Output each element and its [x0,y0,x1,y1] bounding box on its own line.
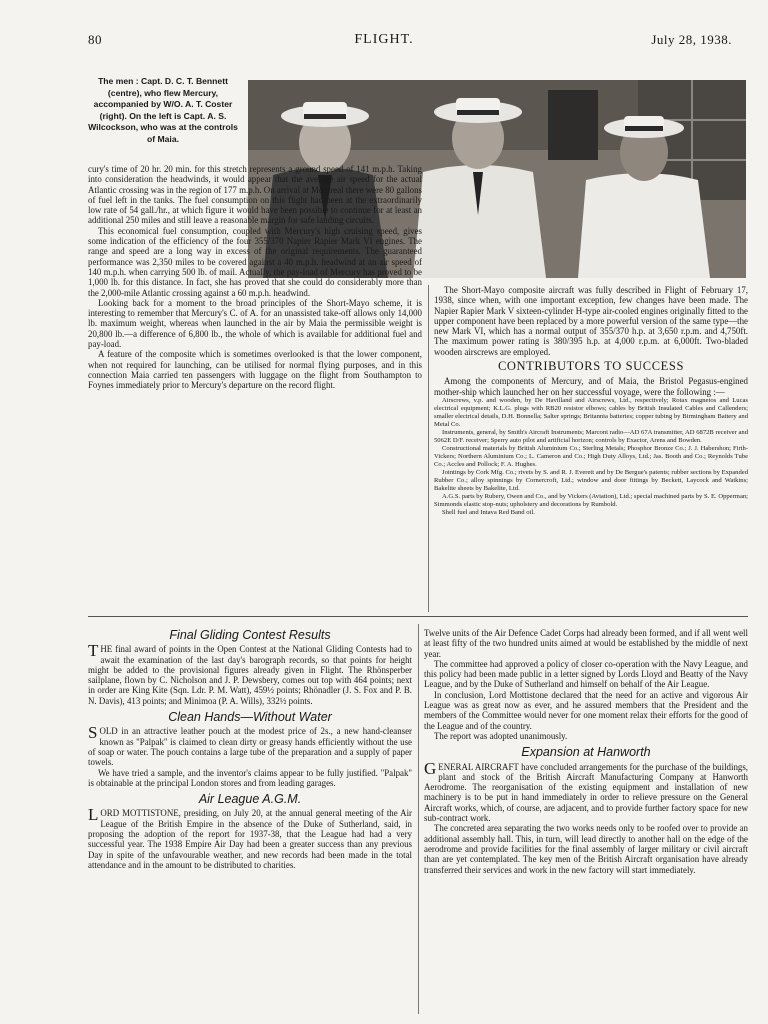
gliding-paragraph: THE final award of points in the Open Contest at the National Gliding Contests had to await the examination of the last day's barograph records, so that points for height might be added to the provisional figures already given in Flight. The Rhönsperber sailplane, flown by C. Nicholson and J. P. Dewsbery, comes out top with 464 points; next in order are King Kite (Sqn. Ldr. P. M. Watt), 459½ points; Rhönadler (J. S. Fox and P. B. N. Davis), 413 points; and Minimoa (P. A. Wills), 332½ points. [88,641,412,706]
paragraph: A feature of the composite which is sometimes overlooked is that the lower component, when not required for launching, can be utilised for normal flying purposes, and in this connection Maia carried ten passengers with luggage on the flight from Southampton to Foynes immediately prior to Mercury's departure on the record flight. [88,349,422,391]
paragraph: In conclusion, Lord Mottistone declared that the need for an active and vigorous Air League was as great now as ever, and he assured members that the President and the members of the Committee would never for one moment relax their efforts for the good of the League and of the country. [424,689,748,731]
air-league-paragraph: LORD MOTTISTONE, presiding, on July 20, at the annual general meeting of the Air League of the British Empire in the absence of the Duke of Sutherland, said, in proposing the adoption of the report for 1937-38, that the League had had a very successful year. The 1938 Empire Air Day had been a greater success than any previous Day in spite of the unfavourable weather, and new records had been made in the total attendance and in the amount to be distributed to charities. [88,805,412,870]
paragraph: We have tried a sample, and the inventor's claims appear to be fully justified. "Palpak" is obtainable at the principal London stores and from leading garages. [88,767,412,788]
article-right-column [434,285,748,517]
dropcap: T [88,641,99,661]
news-right-column [424,628,748,875]
dropcap: G [424,758,437,778]
page-number: 80 [88,32,102,47]
clean-hands-heading: Clean Hands—Without Water [168,710,332,725]
section-divider [88,616,748,617]
news-left-column [88,624,412,870]
contributors-entry: Shell fuel and Intava Red Band oil. [442,508,535,516]
clean-hands-paragraph: SOLD in an attractive leather pouch at the modest price of 2s., a new hand-cleanser known as "Palpak" is claimed to clean dirty or greasy hands efficiently without the use of soap or water. The pouch contains a large tube of the preparation and a supply of paper towels. [88,723,412,768]
contributors-entry: Jointings by Cork Mfg. Co.; rivets by S. and R. J. Everett and by De Bergue's patents; rubber sections by Expanded Rubber Co.; alloy spinnings by Cornercroft, Ltd.; window and door fittings by Beckett, Laycock and Watkins; Bakelite sheets by Bakelite, Ltd. [434,468,748,492]
column-divider [428,285,429,612]
column-divider [418,624,419,1014]
dropcap: S [88,723,98,743]
running-title: FLIGHT. [354,32,414,47]
issue-date: July 28, 1938. [651,32,732,47]
hanworth-paragraph: GENERAL AIRCRAFT have concluded arrangements for the purchase of the buildings, plant and stock of the British Aircraft Manufacturing Company at Hanworth Aerodrome. The reorganisation of the existing equipment and installation of new machinery is to be put in hand immediately in order to relieve pressure on the General Aircraft works, which, of course, are adjacent, and to provide further factory space for new sub-contract work. [424,758,748,824]
paragraph: Among the components of Mercury, and of Maia, the Bristol Pegasus-engined mother-ship which launched her on her successful voyage, were the following :— [434,376,748,397]
paragraph: Looking back for a moment to the broad principles of the Short-Mayo scheme, it is interesting to remember that Mercury's C. of A. for an unassisted take-off allows only 14,000 lb. maximum weight, whereas when launched in the air by Maia the permissible weight is 20,800 lb.—a difference of 6,800 lb., the whole of which is available for additional fuel and pay-load. [88,297,422,350]
contributors-entry: A.G.S. parts by Rubery, Owen and Co., and by Vickers (Aviation), Ltd.; special machined parts by S. E. Opperman; Simmonds elastic stop-nuts; upholstery and decorations by Rumbold. [434,492,748,508]
paragraph: Twelve units of the Air Defence Cadet Corps had already been formed, and if all went well at least fifty of the two hundred units aimed at would be established by the middle of next year. [424,628,748,659]
air-league-heading: Air League A.G.M. [198,792,302,807]
article-left-column [88,164,422,391]
contributors-entry: Instruments, general, by Smith's Aircraft Instruments; Marconi radio—AD 67A transmitter, AD 6872B receiver and 5062E D/F. receiver; Sperry auto pilot and artificial horizon; controls by Exactor, Arens and Bowden. [434,428,748,444]
contributors-list [434,397,748,517]
contributors-entry: Airscrews, v.p. and wooden, by De Havilland and Airscrews, Ltd., respectively; Rotax magnetos and Lucas electrical equipment; K.L.G. plugs with RB20 resistor elbows; cables by British Insulated Cables and Callenders; smaller electrical details, D.H. Bonnella; Salter springs; Britannia batteries; copper tubing by Birmingham Battery and Metal Co. [434,396,748,428]
paragraph: This economical fuel consumption, coupled with Mercury's high cruising speed, gives some indication of the efficiency of the four 355/370 Napier Rapier Mark VI engines. The range and speed are a long way in excess of the original requirements. The guaranteed performance was 2,350 miles to be covered against a 40 m.p.h. headwind at an air speed of 140 m.p.h. when carrying 500 lb. of mail. Actually, the pay-load of Mercury has proved to be 1,000 lb. for this distance. In fact, she has proved that she could do considerably more than the 2,000-mile Atlantic crossing against a 60 m.p.h. headwind. [88,225,422,298]
photo-caption: The men : Capt. D. C. T. Bennett (centre), who flew Mercury, accompanied by W/O. A. T. Coster (right). On the left is Capt. A. S. Wilcockson, who was at the controls of Maia. [88,76,238,144]
contributors-entry: Constructional materials by British Aluminium Co.; Sterling Metals; Phosphor Bronze Co.; J. J. Habershon; Firth-Vickers; Northern Aluminium Co.; L. Cameron and Co.; High Duty Alloys, Ltd.; Jas. Booth and Co.; Reynolds Tube Co.; Accles and Pollock; F. A. Hughes. [434,444,748,468]
paragraph: The Short-Mayo composite aircraft was fully described in Flight of February 17, 1938, since when, with one important exception, few changes have been made. The Napier Rapier Mark V sixteen-cylinder H-type air-cooled engines originally fitted to the upper component have been replaced by a more powerful version of the same type—the new Mark VI, which has a normal output of 355/370 h.p. at 3,650 r.p.m. and 4,750ft. The maximum power rating is 380/395 h.p. at 4,000 r.p.m. at 6,000ft. Two-bladed wooden airscrews are employed. [434,285,748,357]
paragraph: cury's time of 20 hr. 20 min. for this stretch represents a ground speed of 141 m.p.h. Taking into consideration the headwinds, it would appear that the average air speed for the actual Atlantic crossing was in the region of 177 m.p.h. On arrival at Montreal there were 80 gallons of fuel left in the tanks. The fuel consumption on this flight had been at the extraordinarily low rate of 54 gall./hr., at which figure it would have been possible to continue for at least an additional 250 miles and still leave a reasonable margin for safe landing circuits. [88,164,422,226]
hanworth-heading: Expansion at Hanworth [521,745,651,760]
paragraph: The concreted area separating the two works needs only to be roofed over to provide an additional assembly hall. This, in turn, will lead directly to another hall on the edge of the aerodrome and provide facilities for the final assembly of larger military or civil aircraft than are yet contemplated. The key men of the British Aircraft organisation have already transferred their services and work in the new factory will start immediately. [424,823,748,875]
paragraph: The report was adopted unanimously. [434,730,568,741]
gliding-heading: Final Gliding Contest Results [169,628,331,642]
dropcap: L [88,805,99,825]
paragraph: The committee had approved a policy of closer co-operation with the Navy League, and this policy had been made public in a letter signed by Lords Lloyd and Beatty of the Navy League, and by the Duke of Sutherland and himself on behalf of the Air League. [424,658,748,690]
contributors-heading: CONTRIBUTORS TO SUCCESS [497,359,685,374]
